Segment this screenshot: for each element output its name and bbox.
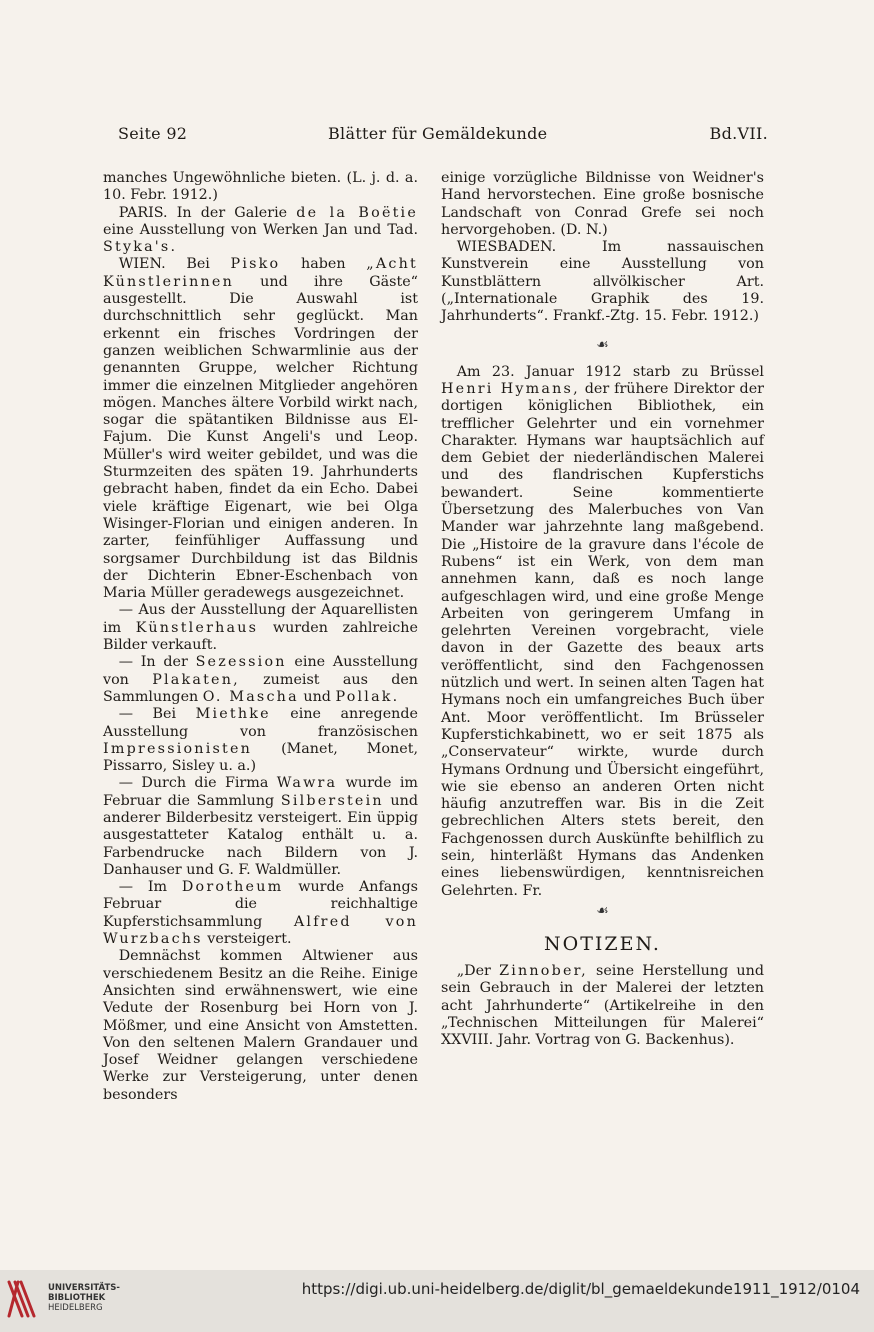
- paragraph-wiesbaden: WIESBADEN. Im nassauischen Kunstverein eine Ausstellung von Kunstblättern allvölkischer Art. („Internationale Graphik des 19. Jahrhunderts“. Frankf.-Ztg. 15. Febr. 1912.): [441, 239, 764, 325]
- right-column: [441, 170, 764, 1050]
- left-column: [103, 170, 418, 1104]
- paragraph-sezession: — In der Sezession eine Ausstellung von Plakaten, zumeist aus den Sammlungen O. Mascha und Pollak.: [103, 654, 419, 705]
- running-header: [118, 124, 768, 148]
- paragraph-miethke: — Bei Miethke eine anregende Ausstellung von französischen Impressionisten (Manet, Monet, Pissarro, Sisley u. a.): [103, 706, 418, 775]
- paragraph-dorotheum: — Im Dorotheum wurde Anfangs Februar die reichhaltige Kupferstichsammlung Alfred von Wurzbachs versteigert.: [103, 879, 419, 948]
- paragraph-continuation: manches Ungewöhnliche bieten. (L. j. d. a. 10. Febr. 1912.): [103, 170, 418, 204]
- ornament-icon: ☙: [596, 336, 609, 353]
- page-number: Seite 92: [118, 124, 188, 143]
- library-name: UNIVERSITÄTS- BIBLIOTHEK HEIDELBERG: [48, 1283, 120, 1313]
- paragraph-demnaechst: Demnächst kommen Altwiener aus verschiedenem Besitz an die Reihe. Einige Ansichten sind erwähnenswert, wie eine Vedute der Rosenburg bei Horn von J. Mößmer, und eine Ansicht von Amstetten. Von den seltenen Malern Grandauer und Josef Weidner gelangen verschiedene Werke zur Versteigerung, unter denen besonders: [103, 948, 418, 1103]
- paragraph-paris: PARIS. In der Galerie de la Boëtie eine Ausstellung von Werken Jan und Tad. Styka's.: [103, 204, 418, 256]
- paragraph-zinnober: „Der Zinnober, seine Herstellung und sein Gebrauch in der Malerei der letzten acht Jahrhunderte“ (Artikelreihe in den „Technischen Mitteilungen für Malerei“ XXVIII. Jahr. Vortrag von G. Backenhus).: [441, 963, 764, 1049]
- volume-number: Bd.VII.: [709, 124, 768, 143]
- university-library-logo-icon: [6, 1276, 40, 1322]
- paragraph-continuation-right: einige vorzügliche Bildnisse von Weidner's Hand hervorstechen. Eine große bosnische Landschaft von Conrad Grefe sei noch hervorgehoben. (D. N.): [441, 170, 764, 238]
- section-heading-notizen: NOTIZEN.: [544, 932, 661, 955]
- paragraph-hymans-obituary: Am 23. Januar 1912 starb zu Brüssel Henri Hymans, der frühere Direktor der dortigen königlichen Bibliothek, ein trefflicher Gelehrter und ein vornehmer Charakter. Hymans war hauptsächlich auf dem Gebiet der niederländischen Malerei und des flandrischen Kupferstichs bewandert. Seine kommentierte Übersetzung des Malerbuches von Van Mander war jahrzehnte lang maßgebend. Die „Histoire de la gravure dans l'école de Rubens“ ist ein Werk, von dem man annehmen kann, daß es noch lange aufgeschlagen wird, und eine große Menge Arbeiten von geringerem Umfang in gelehrten Vereinen vorgebracht, viele davon in der Gazette des beaux arts veröffentlicht, sind den Fachgenossen nützlich und wert. In seinen alten Tagen hat Hymans noch ein umfangreiches Buch über Ant. Moor veröffentlicht. Im Brüsseler Kupferstichkabinett, wo er seit 1875 als „Conservateur“ wirkte, wurde durch Hymans Ordnung und Übersicht eingeführt, wie sie ebenso an anderen Orten nicht häufig anzutreffen war. Bis in die Zeit gebrechlichen Alters stets bereit, den Fachgenossen durch Auskünfte behilflich zu sein, hinterläßt Hymans das Andenken eines liebenswürdigen, kenntnisreichen Gelehrten. Fr.: [441, 363, 764, 899]
- ornament-icon: ☙: [596, 902, 609, 919]
- permalink-url[interactable]: https://digi.ub.uni-heidelberg.de/diglit/bl_gemaeldekunde1911_1912/0104: [301, 1280, 860, 1298]
- journal-title: Blätter für Gemäldekunde: [328, 124, 548, 143]
- paragraph-wien: WIEN. Bei Pisko haben „Acht Künstlerinnen und ihre Gäste“ ausgestellt. Die Auswahl ist durchschnittlich sehr geglückt. Man erkennt ein frisches Vordringen der ganzen weiblichen Schwarmlinie aus der genannten Gruppe, welcher Richtung immer die einzelnen Mitglieder angehören mögen. Manches ältere Vorbild wirkt nach, sogar die spätantiken Bildnisse aus El-Fajum. Die Kunst Angeli's und Leop. Müller's wird weiter gebildet, und was die Sturmzeiten des späten 19. Jahrhunderts gebracht haben, findet da ein Echo. Dabei viele kräftige Eigenart, wie bei Olga Wisinger-Florian und einigen anderen. In zarter, feinfühliger Auffassung und sorgsamer Durchbildung ist das Bildnis der Dichterin Ebner-Eschenbach von Maria Müller geradewegs ausgezeichnet.: [103, 256, 418, 602]
- paragraph-aquarellisten: — Aus der Ausstellung der Aquarellisten im Künstlerhaus wurden zahlreiche Bilder verkauft.: [103, 602, 418, 654]
- paragraph-wawra: — Durch die Firma Wawra wurde im Februar die Sammlung Silberstein und anderer Bilderbesitz versteigert. Ein üppig ausgestatteter Katalog enthält u. a. Farbendrucke nach Bildern von J. Danhauser und G. F. Waldmüller.: [103, 775, 418, 878]
